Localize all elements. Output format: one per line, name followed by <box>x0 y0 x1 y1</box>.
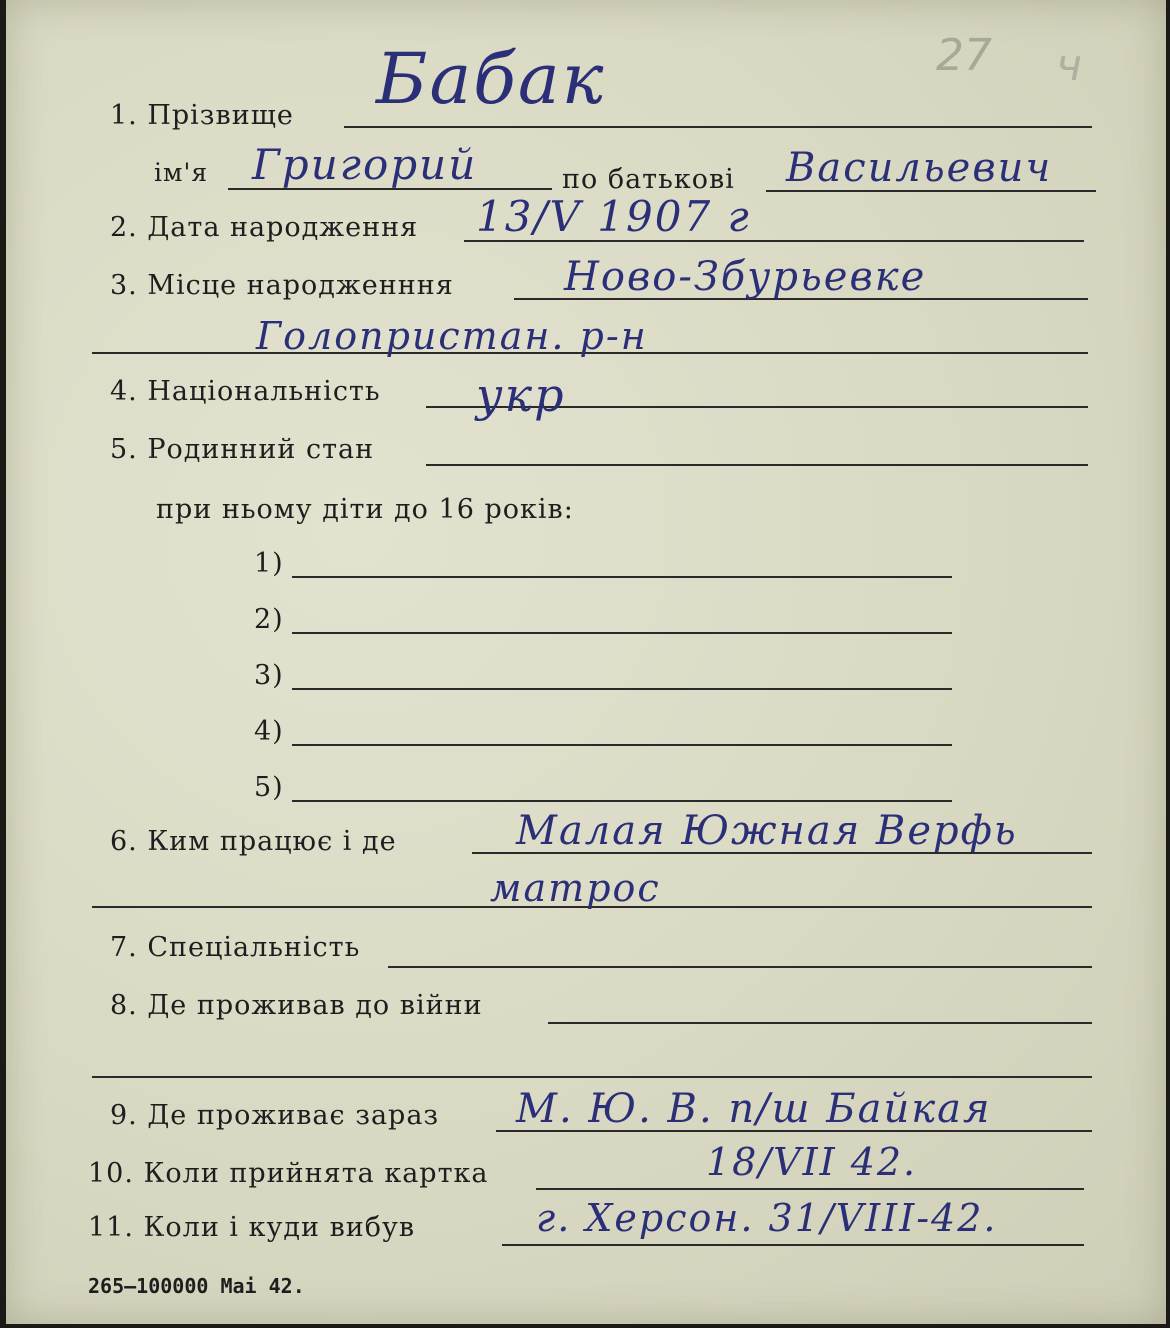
corner-number: 27 <box>936 30 992 81</box>
birth-place-label: 3. Місце народженння <box>110 270 454 301</box>
birth-place-value-1: Ново-Збурьевке <box>564 254 927 300</box>
child-1-line <box>292 576 952 578</box>
child-5-line <box>292 800 952 802</box>
child-2-label: 2) <box>254 604 284 635</box>
card-date-value: 18/VII 42. <box>706 1140 918 1184</box>
prewar-residence-line-2 <box>92 1076 1092 1078</box>
current-residence-label: 9. Де проживає зараз <box>110 1100 440 1131</box>
children-label: при ньому діти до 16 років: <box>156 494 574 525</box>
surname-line <box>344 126 1092 128</box>
child-4-label: 4) <box>254 716 284 747</box>
birth-date-value: 13/V 1907 г <box>476 192 751 241</box>
child-2-line <box>292 632 952 634</box>
child-3-label: 3) <box>254 660 284 691</box>
card-date-label: 10. Коли прийнята картка <box>88 1158 489 1189</box>
prewar-residence-line-1 <box>548 1022 1092 1024</box>
nationality-label: 4. Національність <box>110 376 381 407</box>
nationality-value: укр <box>476 368 566 422</box>
departure-value: г. Херсон. 31/VIII-42. <box>536 1196 998 1240</box>
surname-label: 1. Прізвище <box>110 100 294 131</box>
corner-mark: ч <box>1056 40 1082 91</box>
work-value-1: Малая Южная Верфь <box>516 808 1018 854</box>
work-label: 6. Ким працює і де <box>110 826 397 857</box>
birth-date-label: 2. Дата народження <box>110 212 419 243</box>
specialty-line <box>388 966 1092 968</box>
departure-label: 11. Коли і куди вибув <box>88 1212 416 1243</box>
registration-card <box>6 0 1166 1324</box>
print-run-footer: 265—100000 Маі 42. <box>88 1274 305 1298</box>
work-value-2: матрос <box>490 866 661 910</box>
patronymic-label: по батькові <box>562 164 735 195</box>
child-3-line <box>292 688 952 690</box>
specialty-label: 7. Спеціальність <box>110 932 361 963</box>
family-status-line <box>426 464 1088 466</box>
patronymic-value: Васильевич <box>786 145 1053 191</box>
prewar-residence-label: 8. Де проживав до війни <box>110 990 483 1021</box>
child-1-label: 1) <box>254 548 284 579</box>
child-5-label: 5) <box>254 772 284 803</box>
surname-value: Бабак <box>376 38 606 120</box>
name-value: Григорий <box>252 140 478 189</box>
birth-place-value-2: Голопристан. р-н <box>256 314 648 358</box>
name-label: ім'я <box>154 158 209 187</box>
departure-line <box>502 1244 1084 1246</box>
family-status-label: 5. Родинний стан <box>110 434 375 465</box>
current-residence-value: М. Ю. В. п/ш Байкая <box>516 1086 992 1132</box>
child-4-line <box>292 744 952 746</box>
card-date-line <box>536 1188 1084 1190</box>
